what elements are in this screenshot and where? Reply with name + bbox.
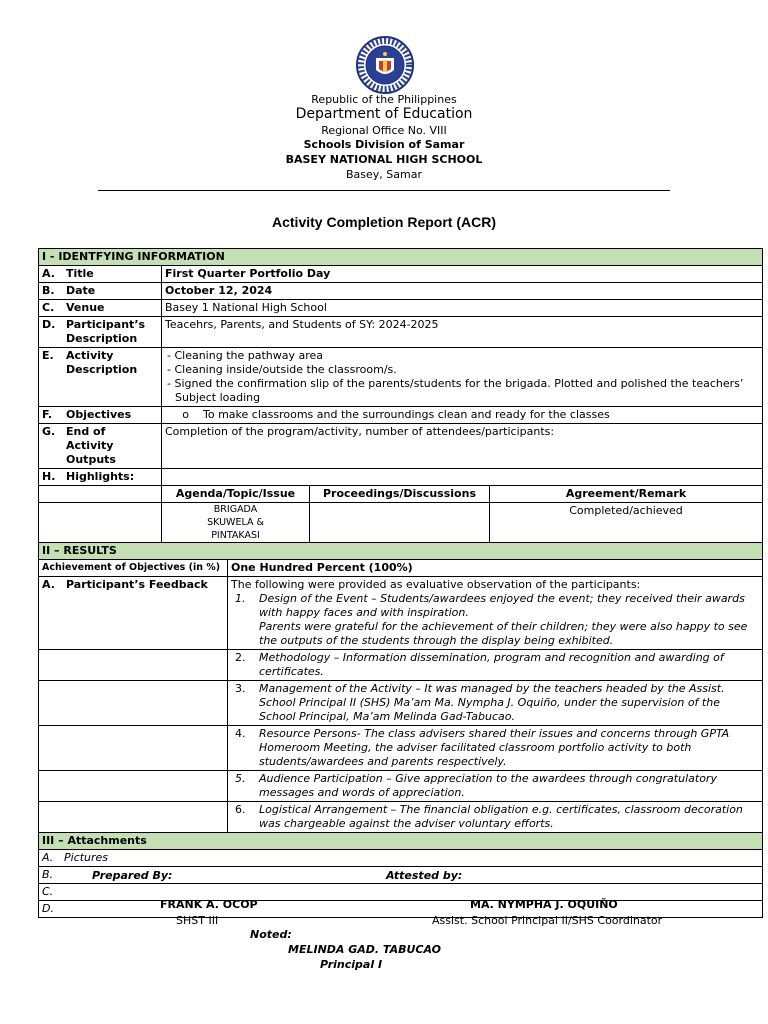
feedback-intro: The following were provided as evaluative observation of the participants: [231, 578, 641, 591]
col-agenda: Agenda/Topic/Issue [162, 486, 310, 503]
preparer-title: SHST III [176, 914, 219, 927]
feedback-label: Participant’s Feedback [66, 578, 208, 591]
attachment-item: D. [39, 901, 763, 918]
department-text: Department of Education [295, 106, 473, 122]
highlights-row [39, 503, 763, 543]
outputs-value: Completion of the program/activity, number of attendees/participants: [162, 424, 763, 469]
location-text: Basey, Samar [346, 168, 422, 181]
date-value: October 12, 2024 [162, 283, 763, 300]
feedback-row-1: A. Participant’s Feedback The following were provided as evaluative observation of the participants: 1. Design of the Event – Students/awardees enjoyed the event; they received their awards with happy faces and with inspiration. Parents were grateful for the achievement of their children; they were also happy to see the outputs of the students through the display being exhibited. [39, 577, 763, 650]
feedback-item: 3. Management of the Activity – It was managed by the teachers headed by the Assist. School Principal II (SHS) Ma’am Ma. Nympha J. Oquiño, under the supervision of the School Principal, Ma’am Melinda Gad-Tabucao. [235, 682, 725, 723]
feedback-item: 2. Methodology – Information dissemination, program and recognition and awarding of certificates. [235, 651, 724, 678]
school-name: BASEY NATIONAL HIGH SCHOOL [285, 153, 483, 166]
col-proceedings: Proceedings/Discussions [310, 486, 490, 503]
row-venue: C. Venue Basey 1 National High School [39, 300, 763, 317]
title-value: First Quarter Portfolio Day [162, 266, 763, 283]
feedback-row-5 [39, 771, 763, 802]
row-participants: D. Participant’s Description Teacehrs, Parents, and Students of SY: 2024-2025 [39, 317, 763, 348]
report-title: Activity Completion Report (ACR) [272, 214, 496, 230]
activity-description [162, 348, 763, 407]
prepared-by-label: Prepared By: [92, 869, 173, 882]
highlights-header [39, 486, 763, 503]
activity-item: - Signed the confirmation slip of the parents/students for the brigada. Plotted and polished the teachers’ Subject loading [167, 377, 744, 404]
feedback-row-3 [39, 681, 763, 726]
attested-by-label: Attested by: [386, 869, 463, 882]
activity-item: - Cleaning inside/outside the classroom/s. [167, 363, 397, 376]
noted-label: Noted: [250, 928, 292, 941]
row-achievement [39, 560, 763, 577]
feedback-item: 5. Audience Participation – Give appreciation to the awardees through congratulatory messages and words of appreciation. [235, 772, 717, 799]
proceedings-cell [310, 503, 490, 543]
acr-table [38, 248, 763, 918]
deped-seal-icon [352, 36, 418, 94]
attachment-item: B. [39, 867, 763, 884]
achievement-label: Achievement of Objectives (in %) [39, 560, 228, 577]
activity-item: - Cleaning the pathway area [167, 349, 324, 362]
feedback-item: 1. Design of the Event – Students/awardees enjoyed the event; they received their awards with happy faces and with inspiration. Parents were grateful for the achievement of their children; they were also happy to see the outputs of the students through the display being exhibited. [235, 592, 748, 647]
noter-name: MELINDA GAD. TABUCAO [288, 943, 442, 956]
row-date: B. Date October 12, 2024 [39, 283, 763, 300]
row-activity: E. Activity Description - Cleaning the pathway area - Cleaning inside/outside the classroom/s. - Signed the confirmation slip of the parents/students for the brigada. Plotted and polished the teachers’ Subject loading [39, 348, 763, 407]
participants-value: Teacehrs, Parents, and Students of SY: 2024-2025 [162, 317, 763, 348]
region-text: Regional Office No. VIII [321, 124, 447, 137]
row-highlights: H. Highlights: [39, 469, 763, 486]
section-3-heading: III – Attachments [39, 833, 763, 850]
preparer-name: FRANK A. OCOP [160, 898, 258, 911]
division-text: Schools Division of Samar [303, 138, 465, 151]
section-1-heading: I - IDENTFYING INFORMATION [39, 249, 763, 266]
feedback-row-4 [39, 726, 763, 771]
feedback-item: 6. Logistical Arrangement – The financial obligation e.g. certificates, classroom decoration was chargeable against the adviser voluntary efforts. [235, 803, 743, 830]
section-2-heading: II – RESULTS [39, 543, 763, 560]
feedback-item: 4. Resource Persons- The class advisers shared their issues and concerns through GPTA Homeroom Meeting, the adviser facilitated classroom portfolio activity to both students/awardees and parents respectively. [235, 727, 730, 768]
row-title: A. Title First Quarter Portfolio Day [39, 266, 763, 283]
attachment-item: C. [39, 884, 763, 901]
noter-title: Principal I [320, 958, 383, 971]
col-agreement: Agreement/Remark [490, 486, 763, 503]
attachment-item: A. Pictures [39, 850, 763, 867]
feedback-row-6 [39, 802, 763, 833]
row-outputs: G. End of Activity Outputs Completion of the program/activity, number of attendees/participants: [39, 424, 763, 469]
republic-text: Republic of the Philippines [311, 93, 457, 106]
feedback-row-2 [39, 650, 763, 681]
objectives-value: o To make classrooms and the surroundings clean and ready for the classes [162, 407, 763, 424]
bullet-icon: o [182, 408, 189, 421]
agenda-cell: BRIGADA SKUWELA & PINTAKASI [162, 503, 310, 543]
attester-title: Assist. School Principal II/SHS Coordinator [432, 914, 663, 927]
venue-value: Basey 1 National High School [162, 300, 763, 317]
agreement-cell: Completed/achieved [490, 503, 763, 543]
header-divider [98, 190, 670, 191]
row-objectives: F. Objectives o To make classrooms and the surroundings clean and ready for the classes [39, 407, 763, 424]
attester-name: MA. NYMPHA J. OQUIÑO [470, 898, 618, 911]
achievement-value: One Hundred Percent (100%) [228, 560, 763, 577]
